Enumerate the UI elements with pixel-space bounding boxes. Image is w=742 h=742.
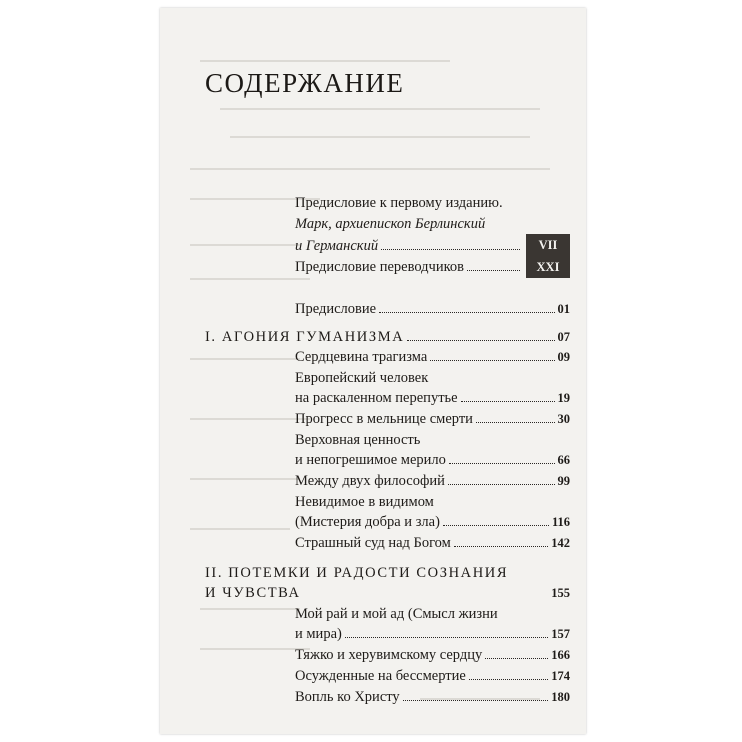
dot-leader [430, 348, 554, 361]
roman-page-badge: VII [526, 234, 570, 256]
toc-entry: Прогресс в мельнице смерти 30 [295, 411, 570, 427]
roman-page-badge: XXI [526, 256, 570, 278]
toc-entry: и непогрешимое мерило 66 [295, 452, 570, 468]
toc-entry-preface: Предисловие 01 [295, 301, 570, 317]
preface1-line1: Предисловие к первому изданию. [295, 195, 503, 211]
dot-leader [476, 410, 555, 423]
page-title: СОДЕРЖАНИЕ [205, 68, 405, 98]
dot-leader [443, 513, 549, 526]
dot-leader [403, 688, 549, 701]
book-page [160, 8, 586, 734]
toc-entry: на раскаленном перепутье 19 [295, 390, 570, 406]
toc-entry: Сердцевина трагизма 09 [295, 349, 570, 365]
page-number: 99 [557, 474, 570, 488]
dot-leader [345, 625, 548, 638]
dot-leader [454, 534, 548, 547]
page-number: 30 [557, 412, 570, 426]
dot-leader [485, 646, 548, 659]
dot-leader [467, 258, 520, 271]
toc-entry: Между двух философий 99 [295, 473, 570, 489]
page-number: 01 [557, 302, 570, 316]
toc-section-part2: И ЧУВСТВА 155 [205, 585, 570, 601]
dot-leader [379, 300, 554, 313]
dot-leader [449, 451, 555, 464]
toc-entry-line: Европейский человек [295, 370, 429, 386]
toc-entry: Страшный суд над Богом 142 [295, 535, 570, 551]
toc-entry-line: Верховная ценность [295, 432, 421, 448]
dot-leader [461, 389, 555, 402]
dot-leader [469, 667, 548, 680]
dot-leader [381, 237, 520, 250]
page-number: 116 [551, 515, 570, 529]
toc-section-part2-line1: II. ПОТЕМКИ И РАДОСТИ СОЗНАНИЯ [205, 565, 509, 581]
toc-entry-line: Мой рай и мой ад (Смысл жизни [295, 606, 498, 622]
toc-entry-line: Невидимое в видимом [295, 494, 434, 510]
page-number: 174 [551, 669, 570, 683]
toc-section-part1: I. АГОНИЯ ГУМАНИЗМА 07 [205, 329, 570, 345]
page-number: 155 [551, 586, 570, 600]
toc-entry: Вопль ко Христу 180 [295, 689, 570, 705]
toc-entry-preface1: и Германский [295, 237, 523, 256]
page-number: 19 [557, 391, 570, 405]
dot-leader [448, 472, 555, 485]
page-number: 142 [551, 536, 570, 550]
toc-entry: Осужденные на бессмертие 174 [295, 668, 570, 684]
page-number: 157 [551, 627, 570, 641]
page-number: 180 [551, 690, 570, 704]
dot-leader [407, 328, 554, 341]
toc-entry-translators: Предисловие переводчиков [295, 258, 523, 277]
toc-entry: и мира) 157 [295, 626, 570, 642]
page-number: 09 [557, 350, 570, 364]
page-number: 166 [551, 648, 570, 662]
toc-entry: Тяжко и херувимскому сердцу 166 [295, 647, 570, 663]
page-number: 07 [557, 330, 570, 344]
page-number: 66 [557, 453, 570, 467]
preface1-line2: Марк, архиепископ Берлинский [295, 216, 486, 232]
toc-entry: (Мистерия добра и зла) 116 [295, 514, 570, 530]
